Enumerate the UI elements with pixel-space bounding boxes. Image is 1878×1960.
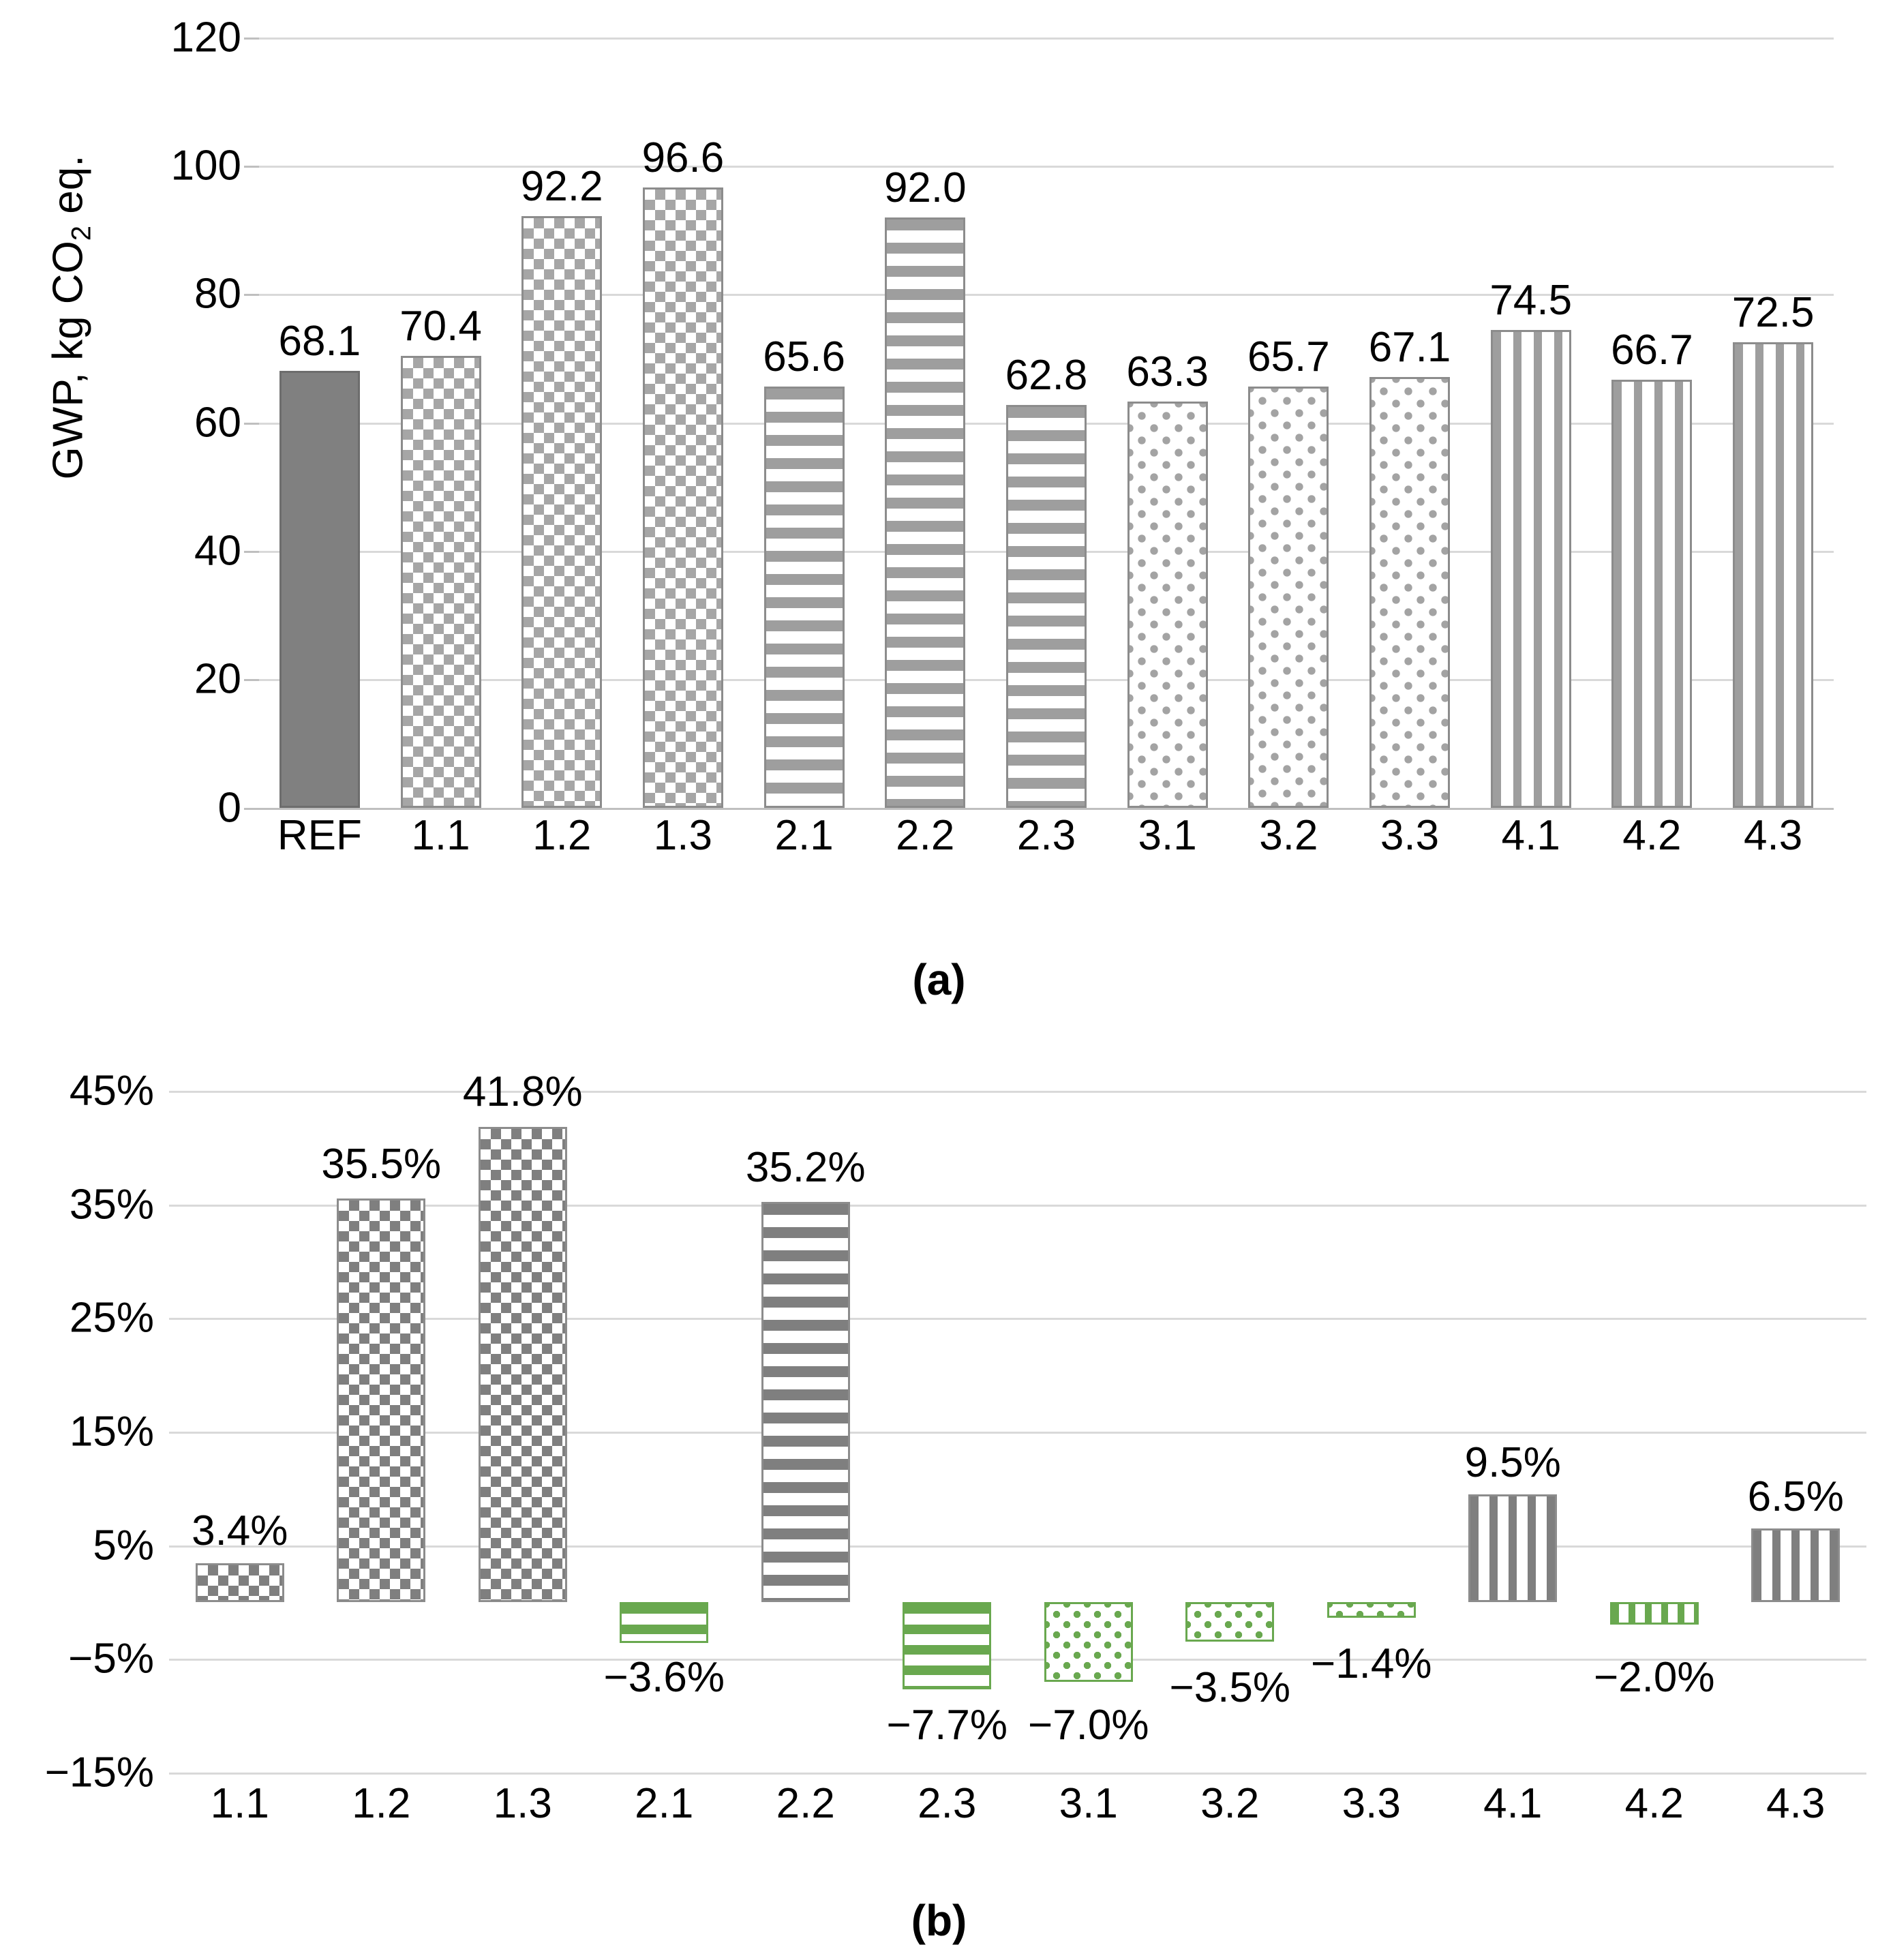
bar-slot — [1712, 37, 1834, 808]
bar-series-a — [259, 37, 1834, 808]
x-tick: 4.1 — [1483, 1780, 1543, 1827]
y-tick: 40 — [194, 527, 241, 575]
bar-4-3 — [1751, 1528, 1840, 1602]
y-tick: 60 — [194, 399, 241, 447]
y-tickmark — [244, 294, 259, 296]
bar-4-1 — [1468, 1494, 1557, 1602]
bar-value-label: 68.1 — [278, 318, 361, 365]
bar-slot — [501, 37, 622, 808]
y-tick: 45% — [69, 1067, 154, 1115]
bar-value-label: 74.5 — [1489, 277, 1573, 324]
bar-value-label: 70.4 — [399, 303, 482, 350]
x-tick: 1.1 — [411, 812, 470, 859]
x-tick: 2.1 — [635, 1780, 694, 1827]
y-axis-title-pre: GWP, kg CO — [44, 241, 92, 480]
bar-value-label: 35.2% — [745, 1144, 866, 1191]
bar-series-b — [169, 1068, 1866, 1773]
bar-value-label: 41.8% — [462, 1068, 583, 1115]
x-tick: 4.3 — [1766, 1780, 1826, 1827]
bar-value-label: −3.6% — [603, 1654, 725, 1701]
y-tickmark — [244, 37, 259, 40]
bar-slot — [864, 37, 986, 808]
x-tick: 1.1 — [210, 1780, 269, 1827]
bar-1-3 — [643, 187, 723, 808]
bar-3-2 — [1248, 387, 1329, 808]
x-tick: 3.2 — [1200, 1780, 1260, 1827]
y-tick: 0 — [217, 784, 241, 832]
bar-slot — [1228, 37, 1350, 808]
y-tickmark — [244, 423, 259, 425]
x-axis-line-a — [259, 808, 1834, 810]
bar-slot — [1160, 1091, 1301, 1773]
bar-value-label: 35.5% — [321, 1141, 442, 1188]
bar-slot — [1442, 1091, 1584, 1773]
panel-label-b: (b) — [911, 1896, 967, 1945]
bar-slot — [380, 37, 502, 808]
bar-value-label: −2.0% — [1593, 1654, 1715, 1701]
bar-slot — [1725, 1091, 1867, 1773]
bar-value-label: 65.6 — [763, 333, 845, 380]
bar-slot — [877, 1091, 1018, 1773]
bar-slot — [744, 37, 865, 808]
plot-area-b — [169, 1068, 1866, 1773]
bar-2-1 — [764, 387, 845, 808]
bar-4-1 — [1491, 330, 1571, 808]
bar-3-3 — [1327, 1602, 1416, 1618]
x-tick: 2.2 — [896, 812, 955, 859]
bar-slot — [1592, 37, 1713, 808]
bar-value-label: 67.1 — [1368, 324, 1451, 371]
bar-slot — [594, 1091, 736, 1773]
bar-value-label: 63.3 — [1126, 348, 1209, 395]
panel-label-a: (a) — [912, 955, 966, 1004]
bar-value-label: 6.5% — [1747, 1473, 1844, 1520]
bar-1-1 — [401, 356, 481, 808]
y-tick-labels-b — [0, 1067, 169, 1796]
bar-value-label: 62.8 — [1005, 352, 1088, 399]
x-tick: 1.2 — [532, 812, 592, 859]
bar-value-label: 9.5% — [1464, 1439, 1561, 1486]
x-tick: 4.2 — [1624, 1780, 1684, 1827]
bar-value-label: 3.4% — [192, 1507, 288, 1554]
y-tick: 100 — [170, 142, 241, 190]
y-tick: 80 — [194, 270, 241, 318]
x-tick: 4.2 — [1622, 812, 1682, 859]
x-tick: 3.1 — [1059, 1780, 1118, 1827]
bar-value-label: −7.7% — [886, 1702, 1008, 1749]
x-tick: 3.3 — [1342, 1780, 1401, 1827]
bar-2-2 — [761, 1202, 850, 1602]
bar-slot — [1018, 1091, 1160, 1773]
y-tick: −15% — [44, 1749, 154, 1796]
bar-value-label: 65.7 — [1247, 333, 1330, 380]
bar-value-label: −1.4% — [1310, 1640, 1432, 1687]
bar-value-label: 96.6 — [641, 134, 725, 181]
bar-value-label: 92.2 — [520, 163, 603, 210]
y-tick: 35% — [69, 1181, 154, 1228]
y-axis-title-sub: 2 — [66, 225, 97, 241]
bar-3-1 — [1044, 1602, 1133, 1682]
bar-4-3 — [1733, 342, 1813, 808]
bar-slot — [169, 1091, 311, 1773]
x-tick: 1.3 — [653, 812, 712, 859]
plot-area-a — [259, 37, 1834, 808]
x-tick-labels-b — [169, 1779, 1866, 1854]
bar-1-2 — [337, 1198, 425, 1602]
x-tick: 1.3 — [493, 1780, 552, 1827]
bar-1-3 — [479, 1127, 567, 1602]
x-tick: 4.1 — [1501, 812, 1560, 859]
bar-3-1 — [1127, 402, 1208, 808]
bar-1-1 — [196, 1563, 284, 1602]
x-tick: REF — [277, 812, 362, 859]
bar-2-2 — [885, 217, 965, 808]
x-tick: 2.3 — [918, 1780, 977, 1827]
y-tick: 25% — [69, 1294, 154, 1342]
bar-slot — [1470, 37, 1592, 808]
y-tick: −5% — [68, 1635, 154, 1683]
bar-slot — [311, 1091, 453, 1773]
y-tick: 15% — [69, 1408, 154, 1456]
x-tick: 2.2 — [776, 1780, 835, 1827]
bar-value-label: 72.5 — [1731, 289, 1815, 336]
bar-slot — [1349, 37, 1470, 808]
bar-2-1 — [620, 1602, 708, 1643]
bar-3-3 — [1369, 377, 1450, 808]
gridline — [169, 1773, 1866, 1775]
y-tickmark — [244, 808, 259, 810]
bar-slot — [1584, 1091, 1725, 1773]
y-tickmark — [244, 166, 259, 168]
x-tick: 2.3 — [1016, 812, 1076, 859]
y-tick: 5% — [93, 1522, 154, 1569]
x-tick: 3.2 — [1259, 812, 1318, 859]
bar-4-2 — [1610, 1602, 1699, 1625]
bar-2-3 — [1006, 405, 1087, 808]
bar-slot — [259, 37, 380, 808]
x-tick: 1.2 — [352, 1780, 411, 1827]
x-tick: 3.3 — [1380, 812, 1440, 859]
y-tick: 20 — [194, 655, 241, 703]
bar-4-2 — [1611, 380, 1692, 808]
y-axis-title-post: eq. — [44, 155, 92, 226]
y-tickmark — [244, 551, 259, 553]
bar-1-2 — [521, 216, 602, 808]
bar-slot — [1301, 1091, 1442, 1773]
bar-3-2 — [1185, 1602, 1274, 1642]
chart-panel-b — [0, 1043, 1878, 1960]
bar-value-label: 92.0 — [883, 164, 967, 211]
bar-value-label: −3.5% — [1169, 1664, 1291, 1711]
bar-slot — [452, 1068, 594, 1773]
bar-2-3 — [903, 1602, 991, 1689]
bar-ref — [279, 371, 360, 808]
bar-value-label: −7.0% — [1027, 1702, 1149, 1749]
y-tickmark — [244, 679, 259, 681]
y-tick: 120 — [170, 14, 241, 61]
bar-slot — [1107, 37, 1228, 808]
bar-slot — [622, 37, 744, 808]
bar-slot — [735, 1091, 877, 1773]
x-tick: 2.1 — [774, 812, 834, 859]
x-tick-labels-a — [259, 811, 1834, 886]
y-tick-labels-a — [0, 14, 259, 832]
bar-slot — [986, 37, 1107, 808]
x-tick: 4.3 — [1743, 812, 1803, 859]
x-tick: 3.1 — [1138, 812, 1197, 859]
bar-value-label: 66.7 — [1611, 327, 1693, 374]
